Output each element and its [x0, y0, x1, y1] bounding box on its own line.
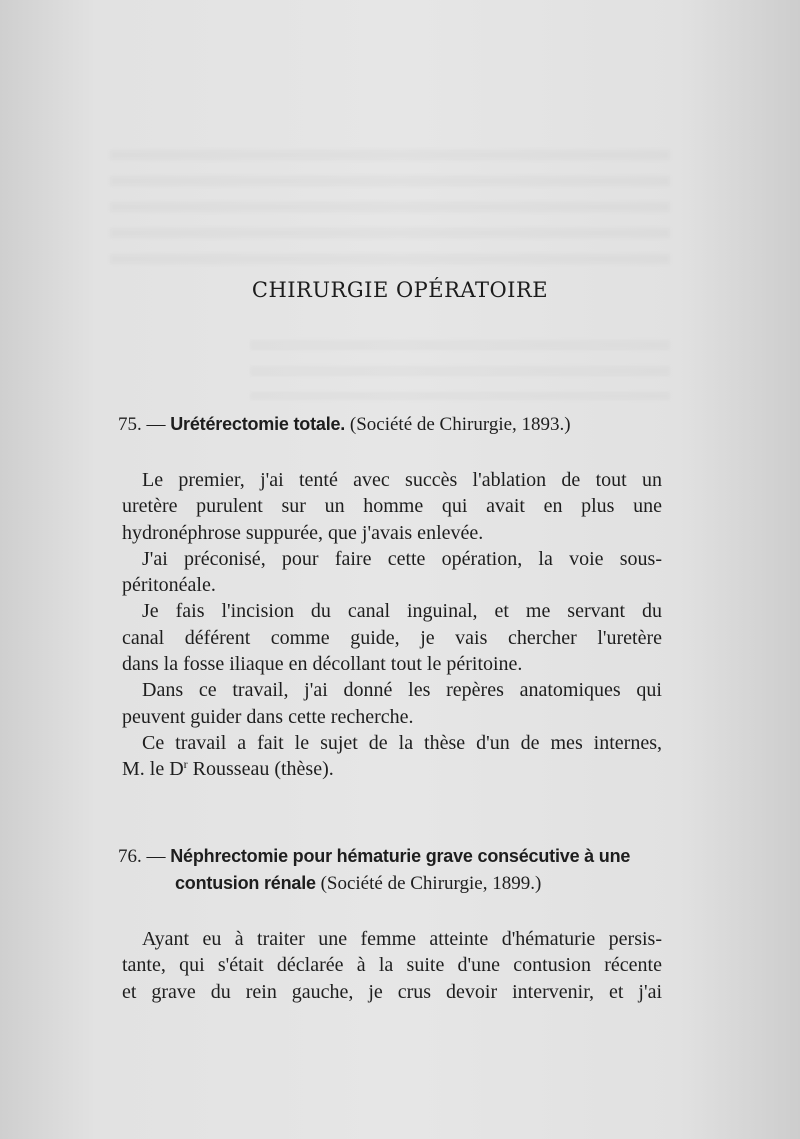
- section-title: Urétérectomie totale.: [170, 414, 346, 434]
- section-source: (Société de Chirurgie, 1899.): [320, 873, 542, 894]
- bleed-through-text: [110, 150, 670, 270]
- section-body-76: [122, 926, 662, 1005]
- bleed-through-text: [250, 340, 670, 400]
- text-line: Dans ce travail, j'ai donné les repères anatomiques qui: [142, 679, 662, 702]
- text-line: uretère purulent sur un homme qui avait en plus une: [122, 495, 662, 518]
- section-dash: —: [146, 846, 166, 867]
- text-line: J'ai préconisé, pour faire cette opération, la voie sous-: [142, 547, 662, 570]
- text-line: tante, qui s'était déclarée à la suite d'une contusion récente: [122, 954, 662, 977]
- section-title: Néphrectomie pour hématurie grave consécutive à une: [170, 846, 631, 866]
- section-number: 76.: [118, 846, 142, 867]
- text-line: hydronéphrose suppurée, que j'avais enlevée.: [122, 521, 484, 544]
- section-heading-75: [118, 410, 678, 439]
- section-dash: —: [146, 414, 166, 435]
- section-source: (Société de Chirurgie, 1893.): [349, 414, 571, 435]
- text-line-last: [122, 756, 662, 782]
- section-heading-76: [118, 843, 678, 897]
- section-title-cont: contusion rénale: [175, 873, 316, 893]
- text-line: Je fais l'incision du canal inguinal, et me servant du: [142, 600, 662, 623]
- text-line: peuvent guider dans cette recherche.: [122, 705, 414, 728]
- text-line: Ayant eu à traiter une femme atteinte d'hématurie persis-: [142, 928, 662, 950]
- text-line: Ce travail a fait le sujet de la thèse d'un de mes internes,: [142, 731, 662, 754]
- text-line: dans la fosse iliaque en décollant tout le péritoine.: [122, 653, 523, 676]
- text-line: canal déférent comme guide, je vais chercher l'uretère: [122, 626, 662, 649]
- text-line: et grave du rein gauche, je crus devoir intervenir, et j'ai: [122, 980, 662, 1003]
- section-body-75: [122, 467, 662, 783]
- superscript: r: [183, 757, 188, 772]
- page-title: CHIRURGIE OPÉRATOIRE: [251, 278, 549, 302]
- text-fragment: Rousseau (thèse).: [187, 758, 334, 781]
- section-number: 75.: [118, 414, 142, 435]
- text-fragment: M. le D: [122, 758, 184, 781]
- text-line: péritonéale.: [122, 574, 216, 597]
- section-heading-line2: [118, 870, 678, 897]
- text-line: Le premier, j'ai tenté avec succès l'ablation de tout un: [142, 469, 662, 491]
